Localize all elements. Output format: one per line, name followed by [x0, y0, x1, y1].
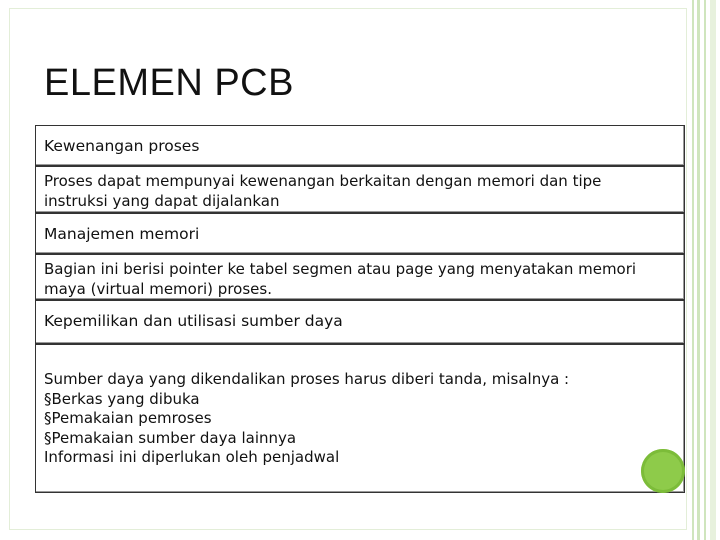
- list-item: §Pemakaian pemroses: [44, 409, 212, 427]
- decorative-rule: [710, 0, 716, 540]
- list-item: §Pemakaian sumber daya lainnya: [44, 428, 297, 447]
- decorative-rule: [697, 0, 700, 540]
- decorative-rule: [704, 0, 706, 540]
- resources-list: [44, 390, 676, 449]
- resources-intro: Sumber daya yang dikendalikan proses harus diberi tanda, misalnya :: [44, 370, 570, 388]
- row-manajemen-desc: [35, 254, 685, 300]
- row-line: instruksi yang dapat dijalankan: [44, 191, 280, 210]
- decorative-rule: [692, 0, 694, 540]
- resources-outro: Informasi ini diperlukan oleh penjadwal: [44, 448, 340, 466]
- row-line: maya (virtual memori) proses.: [44, 279, 272, 298]
- row-line: Bagian ini berisi pointer ke tabel segmen atau page yang menyatakan memori: [44, 260, 637, 278]
- green-circle-decoration: [641, 449, 685, 493]
- slide-title: ELEMEN PCB: [44, 62, 294, 104]
- row-kewenangan-proses: Kewenangan proses: [35, 125, 685, 166]
- list-item: §Berkas yang dibuka: [44, 389, 200, 408]
- row-manajemen-memori: Manajemen memori: [35, 213, 685, 254]
- row-resources: [35, 344, 685, 493]
- row-line: Proses dapat mempunyai kewenangan berkaitan dengan memori dan tipe: [44, 172, 602, 190]
- row-kewenangan-desc: [35, 166, 685, 213]
- row-kepemilikan: Kepemilikan dan utilisasi sumber daya: [35, 300, 685, 344]
